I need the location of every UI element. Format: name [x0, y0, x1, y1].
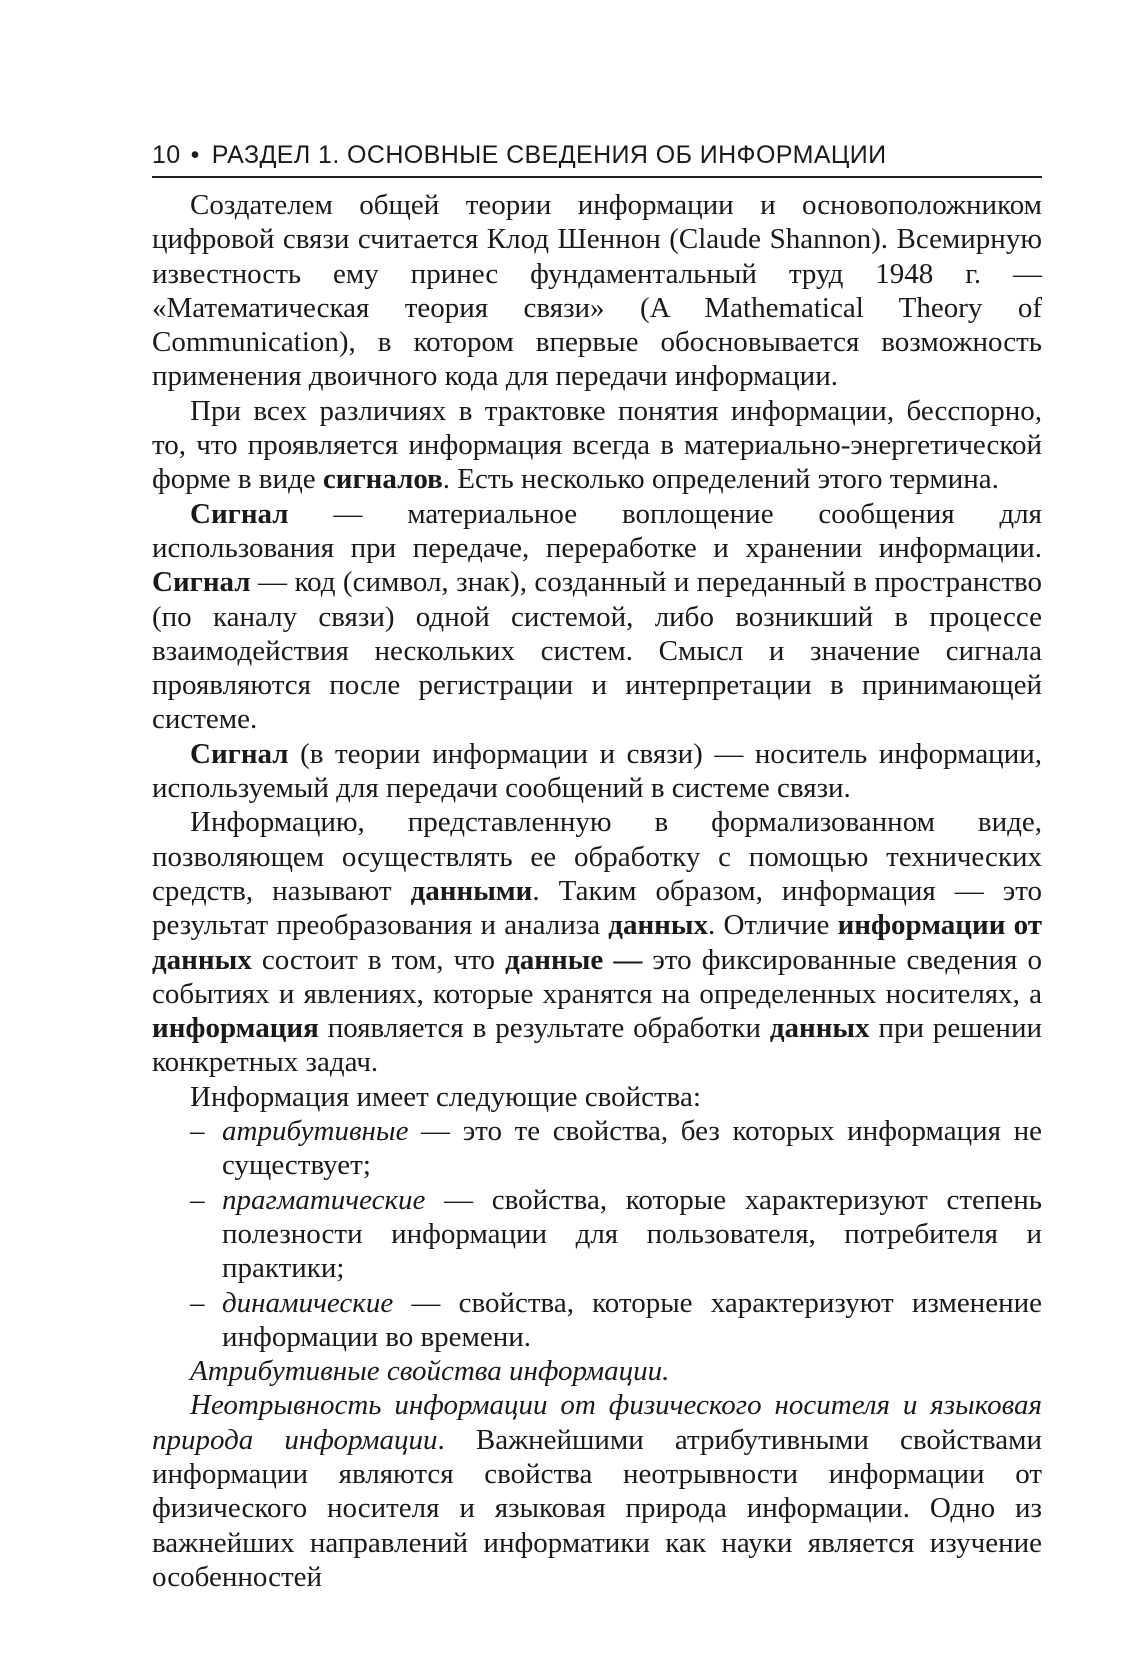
header-separator: •: [190, 141, 200, 169]
list-item: – атрибутивные — это те свойства, без которых информация не существует;: [190, 1115, 1042, 1182]
page-body: [152, 188, 1042, 1594]
properties-list: [152, 1114, 1042, 1354]
term-signals: сигналов: [322, 463, 443, 496]
term-signal: Сигнал: [190, 737, 289, 770]
subheading-attributive-properties: Атрибутивные свойства информации.: [190, 1355, 670, 1388]
term-signal: Сигнал: [152, 566, 251, 599]
term-data: данные —: [505, 943, 643, 976]
term-data: данных: [608, 909, 709, 942]
paragraph-data: Информацию, представленную в формализованном виде, позволяющем осуществлять ее обработку с помощью технических средств, называют данными. Таким образом, информация — это результат преобразования и анализа данных. Отличие информации от данных состоит в том, что данные — это фиксированные сведения о событиях и явлениях, которые хранятся на определенных носителях, а информация появляется в результате обработки данных при решении конкретных задач.: [152, 806, 1042, 1079]
term-data: данных: [769, 1012, 870, 1045]
list-item: – прагматические — свойства, которые характеризуют степень полезности информации для пользователя, потребителя и практики;: [190, 1183, 1042, 1285]
paragraph-signals: При всех различиях в трактовке понятия информации, бесспорно, то, что проявляется информация всегда в материально-энергетической форме в виде сигналов. Есть несколько определений этого термина.: [152, 394, 1042, 496]
term-attributive: атрибутивные: [222, 1115, 409, 1148]
paragraph-inseparability: Неотрывность информации от физического носителя и языковая природа информации. Важнейшими атрибутивными свойствами информации являются свойства неотрывности информации от физического носителя и языковая природа информации. Одно из важнейших направлений информатики как науки является изучение особенностей: [152, 1389, 1042, 1593]
paragraph-signal-definition: Сигнал — материальное воплощение сообщения для использования при передаче, переработке и хранении информации. Сигнал — код (символ, знак), созданный и переданный в пространство (по каналу связи) одной системой, либо возникший в процессе взаимодействия нескольких систем. Смысл и значение сигнала проявляются после регистрации и интерпретации в принимающей системе.: [152, 497, 1042, 736]
list-item: – динамические — свойства, которые характеризуют изменение информации во времени.: [190, 1286, 1042, 1353]
section-title: РАЗДЕЛ 1. ОСНОВНЫЕ СВЕДЕНИЯ ОБ ИНФОРМАЦИИ: [211, 141, 887, 169]
term-information: информация: [152, 1012, 319, 1045]
running-header: [152, 138, 1042, 178]
term-dynamic: динамические: [222, 1286, 394, 1319]
term-information-from-data: информации от данных: [152, 909, 1042, 976]
term-data: данными: [410, 874, 533, 907]
paragraph-properties-intro: Информация имеет следующие свойства:: [190, 1080, 701, 1113]
term-inseparability: Неотрывность информации от физического носителя и языковая природа информации: [152, 1389, 1042, 1456]
paragraph-shannon: Создателем общей теории информации и основоположником цифровой связи считается Клод Шеннон (Claude Shannon). Всемирную известность ему принес фундаментальный труд 1948 г. — «Математическая теория связи» (A Mathematical Theory of Communication), в котором впервые обосновывается возможность применения двоичного кода для передачи информации.: [152, 189, 1042, 393]
paragraph-signal-communication: Сигнал (в теории информации и связи) — носитель информации, используемый для передачи сообщений в системе связи.: [152, 737, 1042, 805]
term-pragmatic: прагматические: [222, 1183, 426, 1216]
book-page: [152, 138, 1042, 1594]
term-signal: Сигнал: [190, 497, 289, 530]
page-number: 10: [152, 141, 181, 169]
